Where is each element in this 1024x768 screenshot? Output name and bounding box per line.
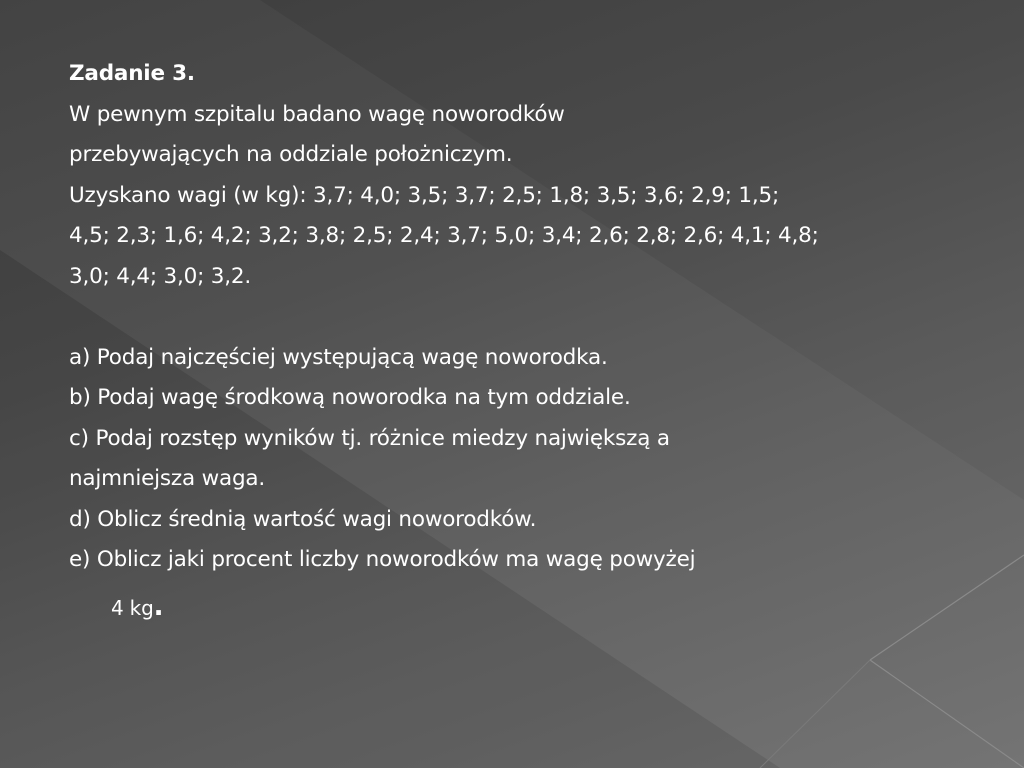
paragraph-spacer xyxy=(69,297,969,338)
question-c-line-2: najmniejsza waga. xyxy=(69,466,266,491)
question-d: d) Oblicz średnią wartość wagi noworodków. xyxy=(69,506,537,532)
question-b: b) Podaj wagę środkową noworodka na tym oddziale. xyxy=(69,385,631,410)
question-c-line-1: c) Podaj rozstęp wyników tj. różnice miedzy największą a xyxy=(69,425,670,451)
question-e-line-2 xyxy=(69,587,969,628)
data-line-2: 4,5; 2,3; 1,6; 4,2; 3,2; 3,8; 2,5; 2,4; 3,7; 5,0; 3,4; 2,6; 2,8; 2,6; 4,1; 4,8; xyxy=(69,223,819,248)
intro-line-2: przebywających na oddziale położniczym. xyxy=(69,142,513,167)
intro-line-1: W pewnym szpitalu badano wagę noworodków xyxy=(69,101,565,127)
question-e-line-1: e) Oblicz jaki procent liczby noworodków ma wagę powyżej xyxy=(69,547,696,572)
slide-content xyxy=(69,54,969,627)
question-a: a) Podaj najczęściej występującą wagę noworodka. xyxy=(69,344,608,370)
question-e-value: 4 kg xyxy=(111,595,154,620)
data-line-1: Uzyskano wagi (w kg): 3,7; 4,0; 3,5; 3,7; 2,5; 1,8; 3,5; 3,6; 2,9; 1,5; xyxy=(69,182,780,208)
question-e-period: . xyxy=(153,591,164,622)
data-line-3: 3,0; 4,4; 3,0; 3,2. xyxy=(69,263,252,289)
task-title: Zadanie 3. xyxy=(69,61,195,86)
